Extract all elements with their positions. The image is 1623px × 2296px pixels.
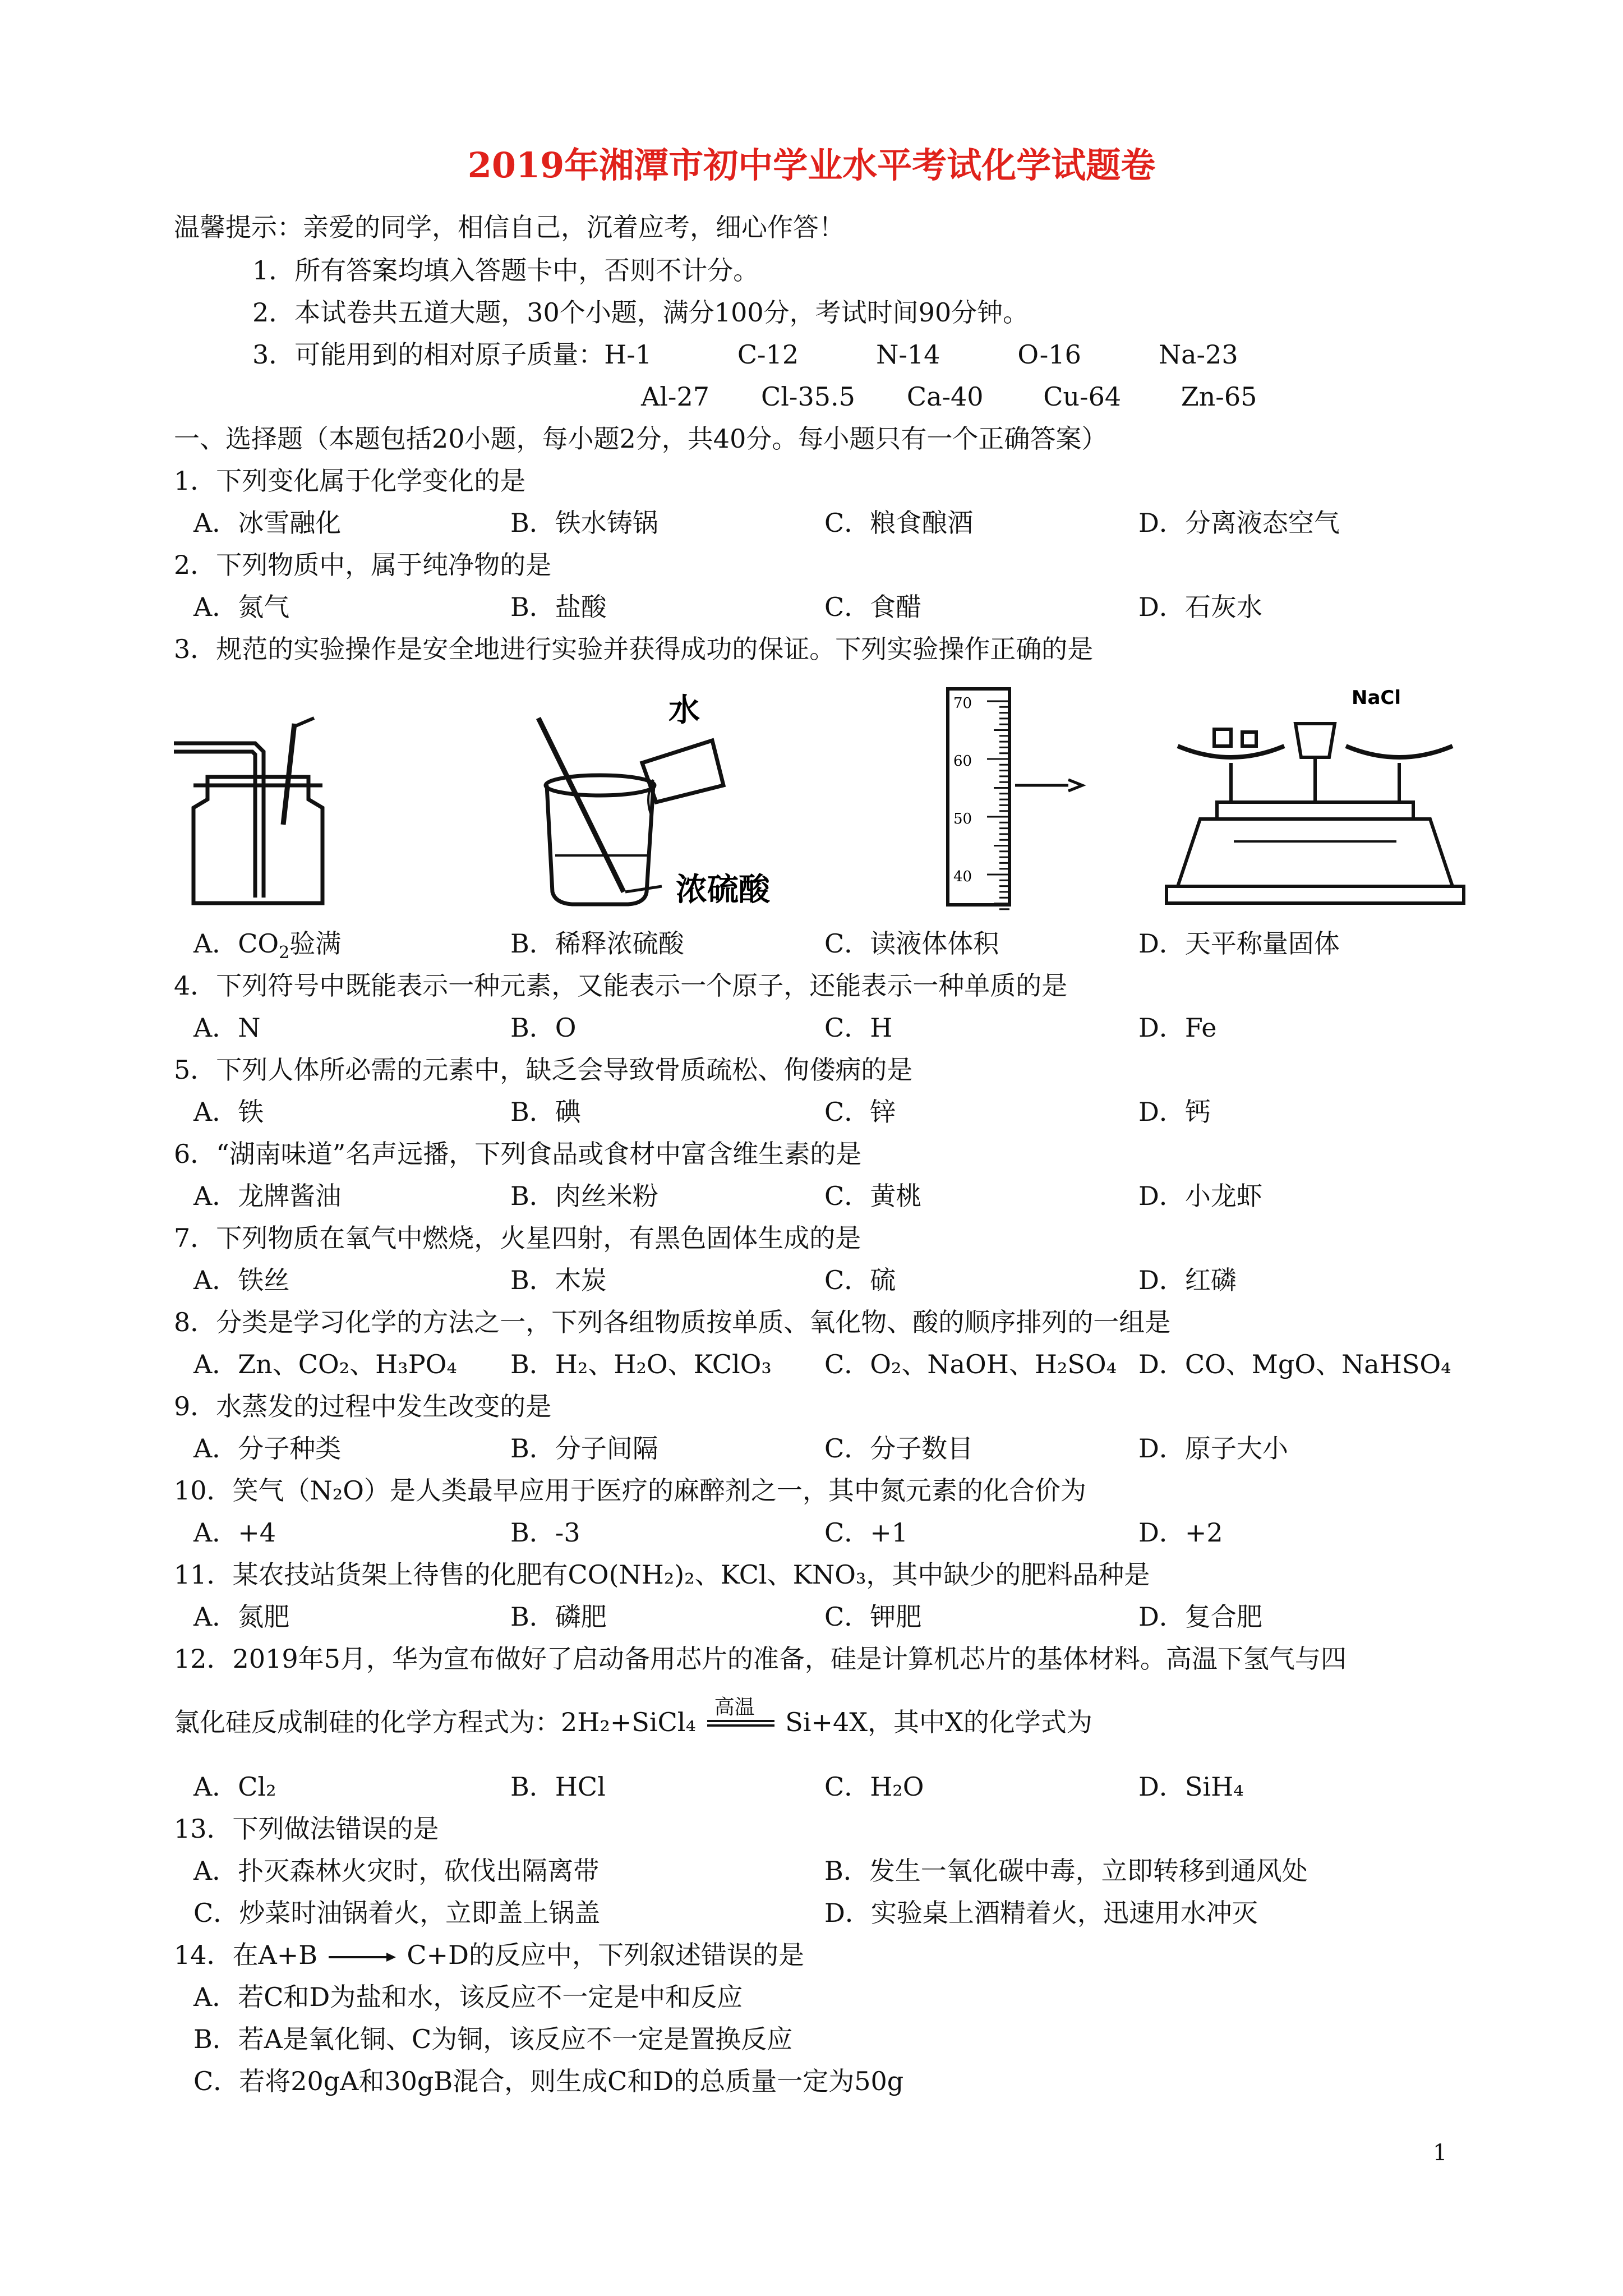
water-label: 水 [668,692,700,729]
q2-option-d: D．石灰水 [1138,592,1262,622]
q5-option-b: B．碘 [510,1097,581,1127]
q3-option-d: D．天平称量固体 [1138,928,1340,959]
question-5-stem: 5．下列人体所必需的元素中，缺乏会导致骨质疏松、佝偻病的是 [174,1055,913,1085]
q6-option-c: C．黄桃 [824,1181,922,1211]
tip-4: Al-27 Cl-35.5 Ca-40 Cu-64 Zn-65 [641,381,1257,412]
q14-option-a: A．若C和D为盐和水，该反应不一定是中和反应 [193,1982,743,2012]
q10-option-d: D．+2 [1138,1517,1223,1548]
q10-option-b: B．-3 [510,1517,580,1548]
q11-option-a: A．氮肥 [193,1602,290,1632]
q12-option-d: D．SiH₄ [1138,1772,1244,1802]
q3-option-c: C．读液体体积 [824,928,999,959]
q4-option-b: B．O [510,1013,577,1043]
q3-option-b: B．稀释浓硫酸 [510,928,684,959]
q3-option-a [193,927,341,970]
tick-60: 60 [953,753,972,770]
co2-bottle-figure [174,718,322,903]
question-12-stem-1: 12．2019年5月，华为宣布做好了启动备用芯片的准备，硅是计算机芯片的基体材料。高温下氢气与四 [174,1644,1347,1674]
tip-2: 2．本试卷共五道大题，30个小题，满分100分，考试时间90分钟。 [252,297,1029,328]
q9-option-c: C．分子数目 [824,1433,974,1464]
tip-1: 1．所有答案均填入答题卡中，否则不计分。 [252,255,759,286]
q5-option-c: C．锌 [824,1097,896,1127]
q14-option-b: B．若A是氧化铜、C为铜，该反应不一定是置换反应 [193,2024,793,2054]
q7-option-a: A．铁丝 [193,1265,290,1295]
q10-option-a: A．+4 [193,1517,276,1548]
section-heading: 一、选择题（本题包括20小题，每小题2分，共40分。每小题只有一个正确答案） [174,424,1108,454]
question-6-stem: 6．“湖南味道”名声远播，下列食品或食材中富含维生素的是 [174,1139,862,1169]
tick-70: 70 [953,695,972,712]
q8-option-d: D．CO、MgO、NaHSO₄ [1138,1349,1451,1379]
q11-option-d: D．复合肥 [1138,1602,1262,1632]
reaction-condition: 高温 [714,1696,755,1719]
q12-option-b: B．HCl [510,1772,606,1802]
nacl-label: NaCl [1352,687,1401,709]
page-number: 1 [1433,2140,1447,2166]
q3-option-a-post: 验满 [289,928,342,959]
q6-option-d: D．小龙虾 [1138,1181,1262,1211]
q13-option-a: A．扑灭森林火灾时，砍伐出隔离带 [193,1856,600,1886]
q4-option-a: A．N [193,1013,261,1043]
q7-option-d: D．红磷 [1138,1265,1237,1295]
question-8-stem: 8．分类是学习化学的方法之一，下列各组物质按单质、氧化物、酸的顺序排列的一组是 [174,1307,1171,1337]
page-title: 2019年湘潭市初中学业水平考试化学试题卷 [467,145,1156,186]
q14-stem-right: C+D的反应中，下列叙述错误的是 [407,1940,804,1970]
q10-option-c: C．+1 [824,1517,909,1548]
q1-option-b: B．铁水铸锅 [510,508,658,538]
q12-equation-left: 氯化硅反成制硅的化学方程式为：2H₂+SiCl₄ [174,1707,696,1737]
q8-option-b: B．H₂、H₂O、KClO₃ [510,1349,772,1379]
question-10-stem: 10．笑气（N₂O）是人类最早应用于医疗的麻醉剂之一，其中氮元素的化合价为 [174,1475,1086,1506]
q2-option-a: A．氮气 [193,592,290,622]
q14-option-c: C．若将20gA和30gB混合，则生成C和D的总质量一定为50g [193,2066,904,2096]
q1-option-d: D．分离液态空气 [1138,508,1340,538]
q5-option-a: A．铁 [193,1097,264,1127]
q4-option-c: C．H [824,1013,893,1043]
double-line-arrow-icon [704,1708,777,1741]
q11-option-c: C．钾肥 [824,1602,922,1632]
question-4-stem: 4．下列符号中既能表示一种元素，又能表示一个原子，还能表示一种单质的是 [174,970,1068,1001]
q13-option-b: B．发生一氧化碳中毒，立即转移到通风处 [824,1856,1308,1886]
q2-option-c: C．食醋 [824,592,922,622]
reaction-arrow-high-temp [704,1696,777,1741]
q12-option-c: C．H₂O [824,1772,924,1802]
q9-option-d: D．原子大小 [1138,1433,1288,1464]
q6-option-a: A．龙牌酱油 [193,1181,342,1211]
question-3-stem: 3．规范的实验操作是安全地进行实验并获得成功的保证。下列实验操作正确的是 [174,634,1094,664]
q7-option-b: B．木炭 [510,1265,607,1295]
question-1-stem: 1．下列变化属于化学变化的是 [174,466,526,496]
acid-label: 浓硫酸 [676,872,770,908]
q8-option-c: C．O₂、NaOH、H₂SO₄ [824,1349,1117,1379]
question-12-stem-2 [174,1696,1092,1741]
q2-option-b: B．盐酸 [510,592,607,622]
q3-option-a-pre: A．CO [193,928,279,959]
q8-option-a: A．Zn、CO₂、H₃PO₄ [193,1349,457,1379]
q12-option-a: A．Cl₂ [193,1772,276,1802]
question-14-stem [174,1938,804,1972]
q3-option-a-sub: 2 [279,943,290,963]
q13-option-d: D．实验桌上酒精着火，迅速用水冲灭 [824,1898,1258,1928]
reaction-arrow-icon [326,1946,399,1968]
q6-option-b: B．肉丝米粉 [510,1181,658,1211]
q4-option-d: D．Fe [1138,1013,1217,1043]
q9-option-a: A．分子种类 [193,1433,342,1464]
q9-option-b: B．分子间隔 [510,1433,658,1464]
q12-equation-right: Si+4X，其中X的化学式为 [785,1707,1092,1737]
question-13-stem: 13．下列做法错误的是 [174,1814,439,1844]
q5-option-d: D．钙 [1138,1097,1211,1127]
question-2-stem: 2．下列物质中，属于纯净物的是 [174,550,552,580]
q1-option-a: A．冰雪融化 [193,508,342,538]
q11-option-b: B．磷肥 [510,1602,607,1632]
question-9-stem: 9．水蒸发的过程中发生改变的是 [174,1391,552,1421]
tip-3: 3．可能用到的相对原子质量：H-1 C-12 N-14 O-16 Na-23 [252,339,1238,370]
q7-option-c: C．硫 [824,1265,896,1295]
q14-stem-left: 14．在A+B [174,1940,318,1970]
question-11-stem: 11．某农技站货架上待售的化肥有CO(NH₂)₂、KCl、KNO₃，其中缺少的肥料品种是 [174,1559,1150,1590]
tick-50: 50 [953,811,972,827]
tick-40: 40 [953,868,972,885]
balance-figure [1166,724,1464,903]
q13-option-c: C．炒菜时油锅着火，立即盖上锅盖 [193,1898,601,1928]
q1-option-c: C．粮食酿酒 [824,508,974,538]
tip-intro: 温馨提示：亲爱的同学，相信自己，沉着应考，细心作答！ [174,212,845,242]
question-7-stem: 7．下列物质在氧气中燃烧，火星四射，有黑色固体生成的是 [174,1223,861,1253]
